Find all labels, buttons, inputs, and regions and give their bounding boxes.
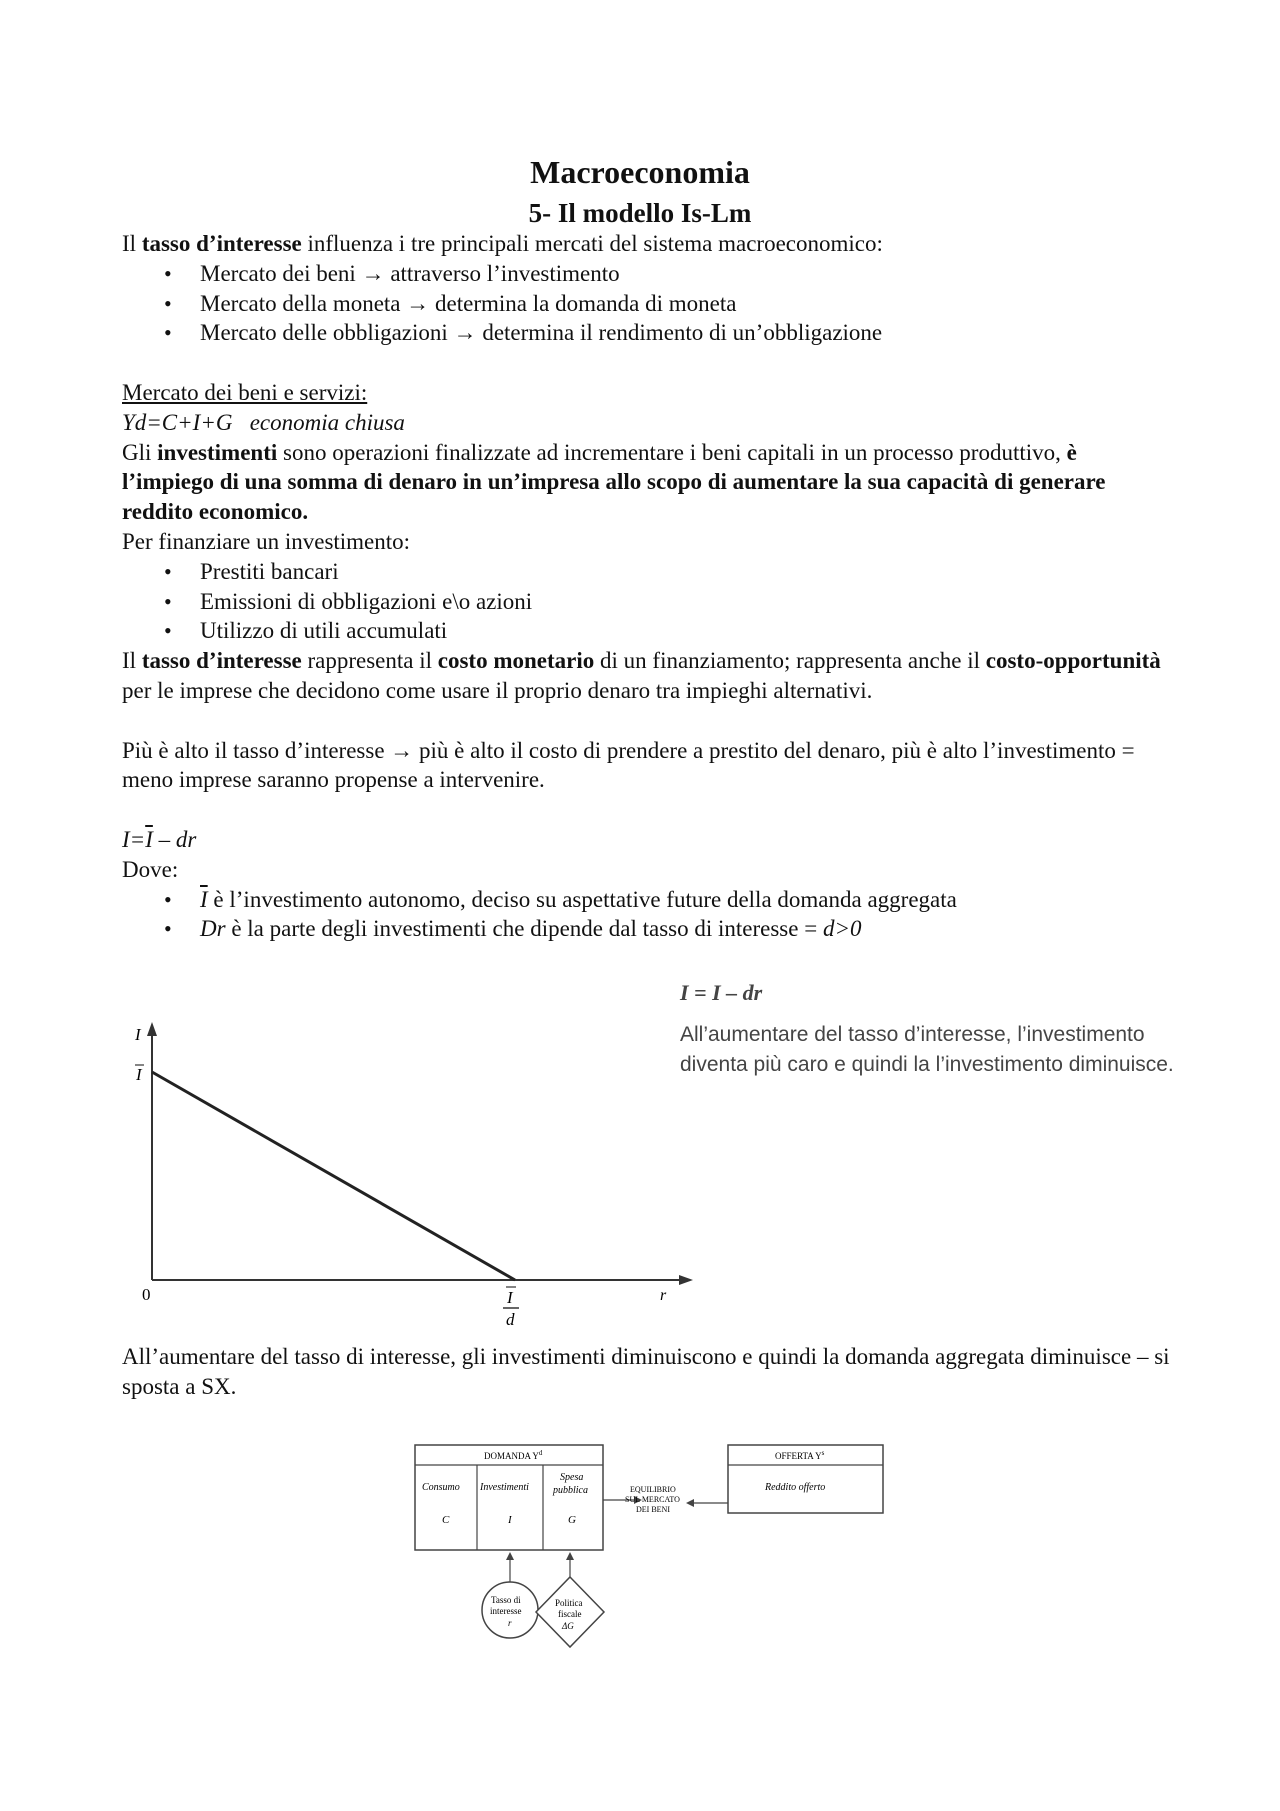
investment-formula: $I=\overline{I}$ – dr <box>122 826 197 852</box>
y-axis-arrow-icon <box>147 1022 157 1036</box>
equilibrium-line-2: SUL MERCATO <box>625 1495 680 1504</box>
list-item: • Utilizzo di utili accumulati <box>122 616 1172 646</box>
main-text <box>122 229 1172 944</box>
arrow-up-icon <box>566 1552 574 1560</box>
y-axis-label: I <box>135 1025 141 1044</box>
demand-label: DOMANDA $Y^d$ <box>484 1449 543 1461</box>
arrow-right-icon: → <box>406 290 430 316</box>
list-item: • Mercato dei beni → attraverso l’investimento <box>122 259 1172 289</box>
spending-symbol: G <box>568 1514 576 1526</box>
financing-list <box>122 557 1172 646</box>
list-item: • Mercato delle obbligazioni → determina il rendimento di un’obbligazione <box>122 318 1172 348</box>
higher-rate-paragraph: Più è alto il tasso d’interesse → più è alto il costo di prendere a prestito del denaro, più è alto l’investimento = meno imprese saranno propense a intervenire. <box>122 737 1135 793</box>
goods-market-heading: Mercato dei beni e servizi: <box>122 379 368 405</box>
list-item: • Dr è la parte degli investimenti che dipende dal tasso di interesse = d>0 <box>122 914 1172 944</box>
arrow-right-icon: → <box>453 320 477 346</box>
chapter-subtitle: 5- Il modello Is-Lm <box>528 198 752 228</box>
goods-market-diagram <box>410 1440 890 1650</box>
origin-label: 0 <box>142 1285 151 1304</box>
supply-label: OFFERTA $Y^s$ <box>775 1449 825 1461</box>
consumption-label: Consumo <box>422 1482 460 1493</box>
arrow-left-icon <box>686 1499 694 1507</box>
graph-caption <box>680 980 1180 1080</box>
x-axis-arrow-icon <box>679 1275 693 1285</box>
x-intercept-numerator: I <box>507 1288 513 1307</box>
investment-definition: Gli investimenti sono operazioni finalizzate ad incrementare i beni capitali in un processo produttivo, è l’impiego di una somma di denaro in un’impresa allo scopo di aumentare la sua capacità di generare reddito economico. <box>122 439 1106 525</box>
fiscal-policy-line-2: fiscale <box>558 1609 582 1619</box>
demand-box <box>415 1445 603 1550</box>
financing-intro: Per finanziare un investimento: <box>122 528 411 554</box>
intro-paragraph: Il tasso d’interesse influenza i tre principali mercati del sistema macroeconomico: <box>122 231 883 256</box>
list-item: • Emissioni di obbligazioni e\o azioni <box>122 587 1172 617</box>
y-intercept-label: I <box>136 1065 142 1084</box>
arrow-right-icon: → <box>361 260 385 286</box>
where-list <box>122 885 1172 945</box>
investment-symbol: I <box>508 1514 512 1526</box>
equilibrium-line-1: EQUILIBRIO <box>630 1485 676 1494</box>
x-axis-label: r <box>660 1287 667 1304</box>
list-item: • $\overline{I}$ è l’investimento autonomo, deciso su aspettative future della domanda aggregata <box>122 885 1172 915</box>
markets-list <box>122 259 1172 348</box>
caption-formula: I = I – dr <box>680 980 763 1005</box>
where-label: Dove: <box>122 856 179 882</box>
after-figure-paragraph: All’aumentare del tasso di interesse, gli investimenti diminuiscono e quindi la domanda aggregata diminuisce – si sposta a SX. <box>122 1344 1170 1399</box>
interest-rate-paragraph: Il tasso d’interesse rappresenta il costo monetario di un finanziamento; rappresenta anche il costo-opportunità per le imprese che decidono come usare il proprio denaro tra impieghi alternativi. <box>122 648 1161 703</box>
supply-box <box>728 1445 883 1513</box>
goods-formula: Yd=C+I+G economia chiusa <box>122 409 405 435</box>
supply-content: Reddito offerto <box>765 1482 826 1493</box>
caption-text: All’aumentare del tasso d’interesse, l’investimento diventa più caro e quindi la l’investimento diminuisce. <box>680 1023 1174 1076</box>
investment-label: Investimenti <box>480 1482 529 1493</box>
list-item: • Prestiti bancari <box>122 557 1172 587</box>
x-intercept-denominator: d <box>506 1310 515 1329</box>
fiscal-policy-line-1: Politica <box>555 1598 583 1608</box>
investment-graph <box>130 1010 700 1330</box>
document-title: Macroeconomia <box>530 154 750 190</box>
list-item: • Mercato della moneta → determina la domanda di moneta <box>122 289 1172 319</box>
interest-rate-line-1: Tasso di <box>491 1595 521 1605</box>
spending-label-1: Spesa <box>560 1472 584 1483</box>
arrow-up-icon <box>506 1552 514 1560</box>
interest-rate-line-3: r <box>508 1618 512 1628</box>
fiscal-policy-line-3: ΔG <box>562 1621 574 1631</box>
consumption-symbol: C <box>442 1514 450 1526</box>
investment-line <box>152 1072 515 1280</box>
equilibrium-line-3: DEI BENI <box>636 1505 670 1514</box>
spending-label-2: pubblica <box>553 1485 588 1496</box>
interest-rate-line-2: interesse <box>490 1606 522 1616</box>
arrow-right-icon: → <box>390 737 414 763</box>
